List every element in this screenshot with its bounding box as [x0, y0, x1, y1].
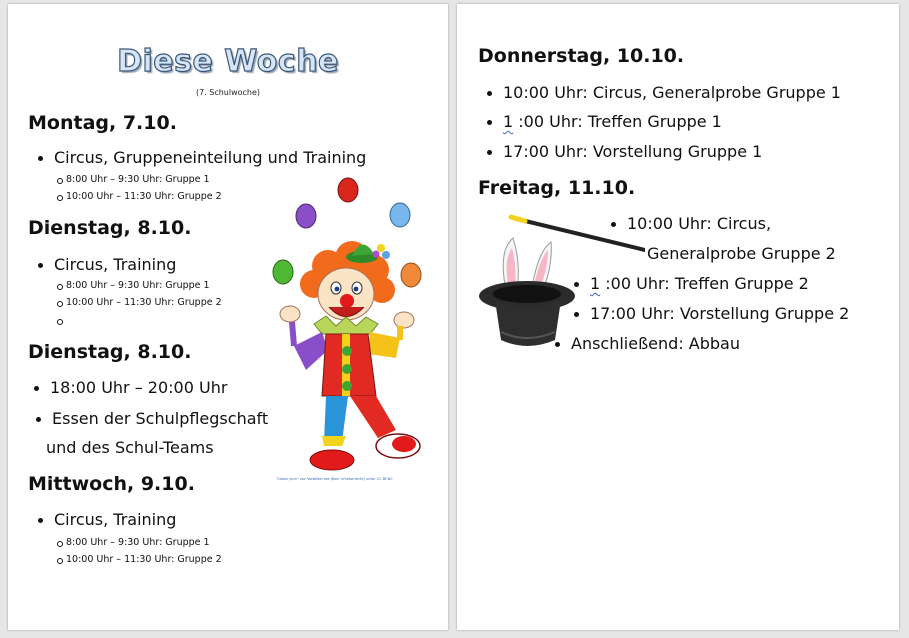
image-credit: "Clown Jonn" von Vorbilder.net (Kein Urheberrecht) unter CC BY-NC: [276, 477, 393, 481]
dienstag-1-sub-2: 10:00 Uhr – 11:30 Uhr: Gruppe 2: [66, 297, 222, 308]
dienstag-2-item-2: Essen der Schulpflegschaft: [52, 409, 269, 428]
document-page-2: [457, 4, 899, 630]
clown-illustration: [266, 174, 426, 474]
freitag-item-3: 17:00 Uhr: Vorstellung Gruppe 2: [590, 304, 850, 323]
spellcheck-flag: 1: [503, 112, 514, 131]
donnerstag-item-3: 17:00 Uhr: Vorstellung Gruppe 1: [503, 142, 763, 161]
day-heading-dienstag-2: Dienstag, 8.10.: [28, 341, 192, 363]
dienstag-1-item: Circus, Training: [54, 255, 177, 274]
empty-sub-bullet: [57, 319, 63, 325]
dienstag-1-sub-1: 8:00 Uhr – 9:30 Uhr: Gruppe 1: [66, 280, 210, 291]
mittwoch-sub-2: 10:00 Uhr – 11:30 Uhr: Gruppe 2: [66, 554, 222, 565]
day-heading-dienstag-1: Dienstag, 8.10.: [28, 217, 192, 239]
montag-sub-2: 10:00 Uhr – 11:30 Uhr: Gruppe 2: [66, 191, 222, 202]
page-subtitle: (7. Schulwoche): [195, 88, 261, 97]
freitag-item-1: 10:00 Uhr: Circus,: [627, 214, 772, 233]
dienstag-2-item-1: 18:00 Uhr – 20:00 Uhr: [50, 378, 228, 397]
freitag-item-2: 1 :00 Uhr: Treffen Gruppe 2: [590, 274, 809, 293]
freitag-item-4: Anschließend: Abbau: [571, 334, 740, 353]
spellcheck-flag: 1: [590, 274, 601, 293]
donnerstag-item-1: 10:00 Uhr: Circus, Generalprobe Gruppe 1: [503, 83, 841, 102]
page-title: Diese Woche: [117, 44, 339, 79]
montag-item: Circus, Gruppeneinteilung und Training: [54, 148, 367, 167]
day-heading-freitag: Freitag, 11.10.: [478, 177, 636, 199]
day-heading-montag: Montag, 7.10.: [28, 112, 177, 134]
montag-sub-1: 8:00 Uhr – 9:30 Uhr: Gruppe 1: [66, 174, 210, 185]
day-heading-donnerstag: Donnerstag, 10.10.: [478, 45, 685, 67]
mittwoch-item: Circus, Training: [54, 510, 177, 529]
donnerstag-item-2: 1 :00 Uhr: Treffen Gruppe 1: [503, 112, 722, 131]
document-page-1: [8, 4, 448, 630]
freitag-item-1-continued: Generalprobe Gruppe 2: [647, 244, 836, 263]
mittwoch-sub-1: 8:00 Uhr – 9:30 Uhr: Gruppe 1: [66, 537, 210, 548]
day-heading-mittwoch: Mittwoch, 9.10.: [28, 473, 195, 495]
dienstag-2-item-2-continued: und des Schul-Teams: [46, 438, 214, 457]
